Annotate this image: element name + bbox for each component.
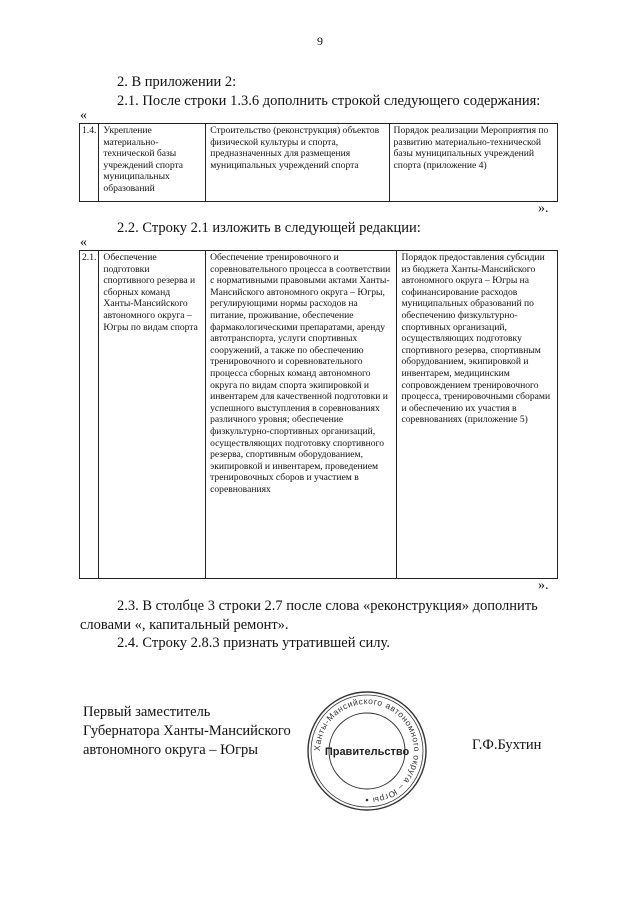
row-procedure: Порядок предоставления субсидии из бюджета Ханты-Мансийского автономного округа – Югры на софинансирование расходов муниципальных образований по обеспечению физкультурно-спортивных организаций, осуществляющих подготовку спортивного резерва, спортивным оборудованием, экипировкой и инвентарем, медицинским сопровождением тренировочного процесса, тренировочными сборами и обеспечению их участия в соревнованиях (приложение 5) [397, 251, 558, 579]
item-2-3-line1: 2.3. В столбце 3 строки 2.7 после слова «реконструкция» дополнить [117, 598, 538, 614]
row-procedure: Порядок реализации Мероприятия по развитию материально-технической базы муниципальных учреждений спорта (приложение 4) [389, 124, 557, 202]
table1-open-quote: « [80, 108, 87, 123]
signatory-line2: Губернатора Ханты-Мансийского [83, 723, 291, 739]
table2-open-quote: « [80, 235, 87, 250]
table-row [80, 251, 558, 579]
row-activity: Укрепление материально-технической базы учреждений спорта муниципальных образований [99, 124, 206, 202]
signatory-line1: Первый заместитель [83, 704, 211, 720]
section-title: 2. В приложении 2: [117, 74, 237, 90]
page-number: 9 [317, 34, 323, 48]
item-2-1-text: 2.1. После строки 1.3.6 дополнить строкой следующего содержания: [117, 93, 541, 109]
table-row [80, 124, 558, 202]
signatory-name: Г.Ф.Бухтин [472, 737, 542, 753]
row-activity: Обеспечение подготовки спортивного резерва и сборных команд Ханты-Мансийского автономного округа – Югры по видам спорта [99, 251, 206, 579]
official-seal-stamp [305, 689, 429, 813]
row-number: 1.4. [80, 124, 99, 202]
item-2-4-text: 2.4. Строку 2.8.3 признать утратившей силу. [117, 635, 390, 651]
item-2-3-line2: словами «, капитальный ремонт». [80, 617, 289, 633]
stamp-center-text: Правительство [324, 746, 410, 758]
table2-close-quote: ». [538, 578, 549, 593]
signatory-line3: автономного округа – Югры [83, 742, 259, 758]
signatory-title [83, 703, 291, 760]
stamp-ring-text: Ханты-Мансийского автономного округа – Югры [311, 695, 423, 806]
table1-close-quote: ». [538, 201, 549, 216]
row-number: 2.1. [80, 251, 99, 579]
amendment-table-1 [79, 123, 558, 202]
row-description: Строительство (реконструкция) объектов физической культуры и спорта, предназначенных для размещения муниципальных учреждений спорта [206, 124, 389, 202]
item-2-2-text: 2.2. Строку 2.1 изложить в следующей редакции: [117, 220, 421, 236]
row-description: Обеспечение тренировочного и соревновательного процесса в соответствии с нормативными правовыми актами Ханты-Мансийского автономного округа – Югры, регулирующими нормы расходов на питание, проживание, обеспечение фармакологическими препаратами, аренду автотранспорта, услуги спортивных сооружений, а также по обеспечению тренировочного и соревновательного процесса сборных команд автономного округа по видам спорта экипировкой и инвентарем для качественной подготовки и успешного выступления в соревнованиях различного уровня; обеспечение физкультурно-спортивных организаций, осуществляющих подготовку спортивного резерва, спортивным оборудованием, экипировкой и инвентарем, проведением тренировочных сборов и участием в соревнованиях [206, 251, 397, 579]
amendment-table-2 [79, 250, 558, 579]
